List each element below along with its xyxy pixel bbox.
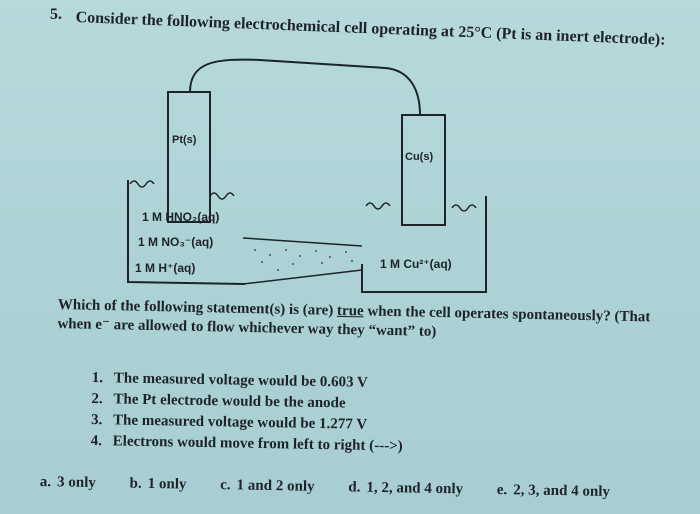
choice-letter: a. xyxy=(39,474,52,491)
question-number: 5. xyxy=(50,6,62,23)
right-liquid-surface xyxy=(366,203,476,211)
choice-e[interactable] xyxy=(497,482,610,501)
left-solution-line-3: 1 M H⁺(aq) xyxy=(135,261,196,275)
statement-list xyxy=(91,368,404,457)
pt-electrode-label: Pt(s) xyxy=(172,134,197,146)
left-solution-line-1: 1 M HNO₂(aq) xyxy=(142,210,220,224)
pt-electrode xyxy=(168,92,210,222)
left-liquid-surface xyxy=(130,181,234,199)
choice-a[interactable] xyxy=(40,474,96,492)
choice-text: 2, 3, and 4 only xyxy=(513,482,611,500)
statement-number: 2. xyxy=(91,390,103,408)
external-wire xyxy=(190,60,420,115)
choice-letter: d. xyxy=(348,479,361,496)
statement-number: 1. xyxy=(91,369,104,387)
choice-b[interactable] xyxy=(129,476,186,494)
prompt-line-1-pre: Which of the following statement(s) is (are) xyxy=(57,296,338,319)
choice-c[interactable] xyxy=(220,477,315,496)
statement-number: 4. xyxy=(90,432,103,450)
right-solution-label: 1 M Cu²⁺(aq) xyxy=(380,257,452,271)
cu-electrode-label: Cu(s) xyxy=(405,151,434,163)
statement-text: The measured voltage would be 1.277 V xyxy=(112,412,368,433)
left-solution-line-2: 1 M NO₃⁻(aq) xyxy=(138,235,214,249)
statement-number: 3. xyxy=(90,411,103,429)
choice-letter: c. xyxy=(220,477,231,494)
choice-d[interactable] xyxy=(348,479,463,498)
prompt-line-1-post: when the cell operates spontaneously? (That xyxy=(363,303,651,326)
right-beaker xyxy=(362,196,486,292)
prompt-emphasis: true xyxy=(336,302,364,320)
choice-letter: e. xyxy=(496,481,508,499)
choice-letter: b. xyxy=(129,475,142,492)
choice-text: 1 only xyxy=(147,475,187,493)
cu-electrode xyxy=(402,115,445,225)
statement-text: The measured voltage would be 0.603 V xyxy=(113,370,368,391)
choice-text: 1 and 2 only xyxy=(236,477,315,495)
salt-bridge xyxy=(243,238,362,284)
choice-text: 1, 2, and 4 only xyxy=(366,479,464,498)
question-text: Consider the following electrochemical cell operating at 25°C (Pt is an inert electrode): xyxy=(75,9,666,49)
choice-text: 3 only xyxy=(56,474,97,491)
prompt-line-2: when e⁻ are allowed to flow whichever way they “want” to) xyxy=(57,315,437,340)
statement-text: The Pt electrode would be the anode xyxy=(113,391,346,412)
statement-text: Electrons would move from left to right (--->) xyxy=(112,433,403,455)
salt-bridge-dots xyxy=(254,249,353,271)
